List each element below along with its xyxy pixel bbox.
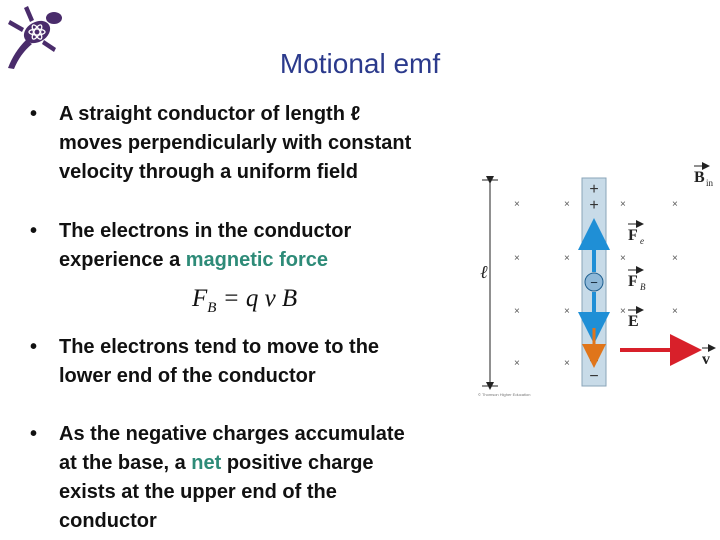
field-cross: × (564, 199, 570, 210)
bullet-line: conductor (59, 510, 157, 532)
formula-subscript: B (207, 300, 217, 316)
highlight-magnetic-force: magnetic force (185, 249, 329, 271)
motional-emf-diagram (470, 160, 720, 400)
force-b-sub: B (640, 282, 646, 292)
bullet-line: A straight conductor of length ℓ (59, 103, 361, 125)
field-cross: × (620, 306, 626, 317)
minus-sign: − (589, 353, 599, 370)
minus-sign: − (589, 368, 599, 385)
field-cross: × (564, 253, 570, 264)
field-cross: × (620, 199, 626, 210)
formula-rhs: = q v B (222, 285, 298, 312)
field-cross: × (620, 253, 626, 264)
velocity-label: v (702, 351, 710, 368)
field-cross: × (514, 306, 520, 317)
field-cross: × (672, 253, 678, 264)
bullet-text: at the base, a (59, 452, 192, 474)
bullet-line: exists at the upper end of the (59, 481, 337, 503)
bullet-marker: • (30, 103, 38, 125)
bullet-marker: • (30, 423, 38, 445)
electron-minus: − (590, 275, 598, 290)
field-cross: × (672, 199, 678, 210)
plus-sign: + (589, 181, 599, 198)
field-cross: × (564, 306, 570, 317)
credit-text: © Thomson Higher Education (478, 392, 531, 397)
bullet-marker: • (30, 336, 38, 358)
force-e-sub: e (640, 236, 644, 246)
bullet-marker: • (30, 220, 38, 242)
force-e-label: F (628, 227, 638, 244)
highlight-net: net (191, 452, 222, 474)
bullet-line (59, 246, 328, 275)
bullet-line: As the negative charges accumulate (59, 423, 405, 445)
formula (192, 285, 297, 317)
page-title: Motional emf (279, 48, 441, 79)
plus-sign: + (589, 197, 599, 214)
field-cross: × (564, 358, 570, 369)
bullet-text: positive charge (221, 452, 374, 474)
field-cross: × (514, 358, 520, 369)
bullet-line: moves perpendicularly with constant (59, 132, 412, 154)
bullet-line: The electrons in the conductor (59, 220, 352, 242)
bullet-text: experience a (59, 249, 186, 271)
field-label-sub: in (706, 178, 714, 188)
formula-lhs: F (192, 285, 208, 312)
length-label: ℓ (480, 262, 488, 282)
bullet-line: The electrons tend to move to the (59, 336, 380, 358)
field-cross: × (514, 199, 520, 210)
bullet-line (59, 449, 374, 478)
bullet-line: lower end of the conductor (59, 365, 316, 387)
force-b-label: F (628, 273, 638, 290)
efield-label: E (628, 313, 639, 330)
field-cross: × (514, 253, 520, 264)
bullet-line: velocity through a uniform field (59, 161, 358, 183)
field-label: B (694, 169, 705, 186)
field-cross: × (672, 306, 678, 317)
